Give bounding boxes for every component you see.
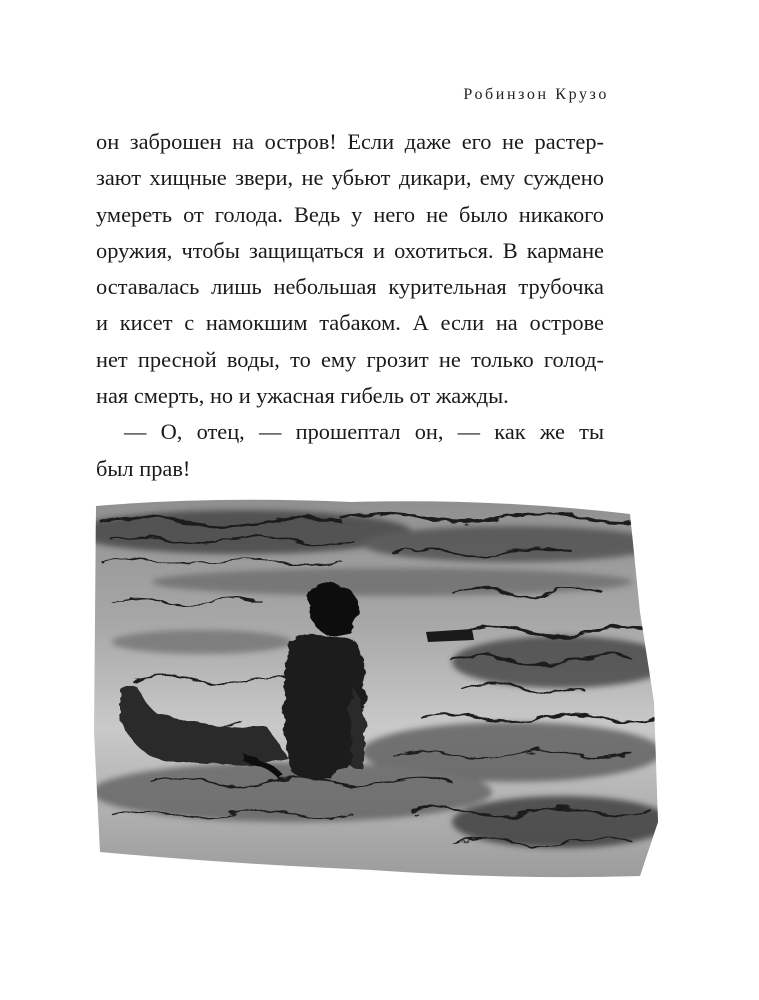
dialogue-line: был прав!	[96, 455, 191, 481]
running-header: Робинзон Крузо	[463, 86, 609, 103]
illustration-svg	[92, 492, 660, 884]
ink-illustration-castaway-on-shore	[92, 492, 660, 884]
text-line: нет пресной воды, то ему грозит не только голод-	[96, 346, 604, 372]
text-line: ная смерть, но и ужасная гибель от жажды.	[96, 383, 509, 409]
text-line: умереть от голода. Ведь у него не было никакого	[96, 201, 604, 227]
text-line: оружия, чтобы защищаться и охотиться. В кармане	[96, 237, 604, 263]
sea-and-shore-wash	[92, 492, 660, 884]
dialogue-line: — О, отец, — прошептал он, — как же ты	[124, 419, 604, 445]
text-line: оставалась лишь небольшая курительная трубочка	[96, 274, 604, 300]
text-line: он заброшен на остров! Если даже его не растер-	[96, 129, 604, 154]
text-line: зают хищные звери, не убьют дикари, ему суждено	[96, 165, 604, 191]
body-text	[96, 124, 604, 487]
text-line: и кисет с намокшим табаком. А если на острове	[96, 310, 604, 336]
